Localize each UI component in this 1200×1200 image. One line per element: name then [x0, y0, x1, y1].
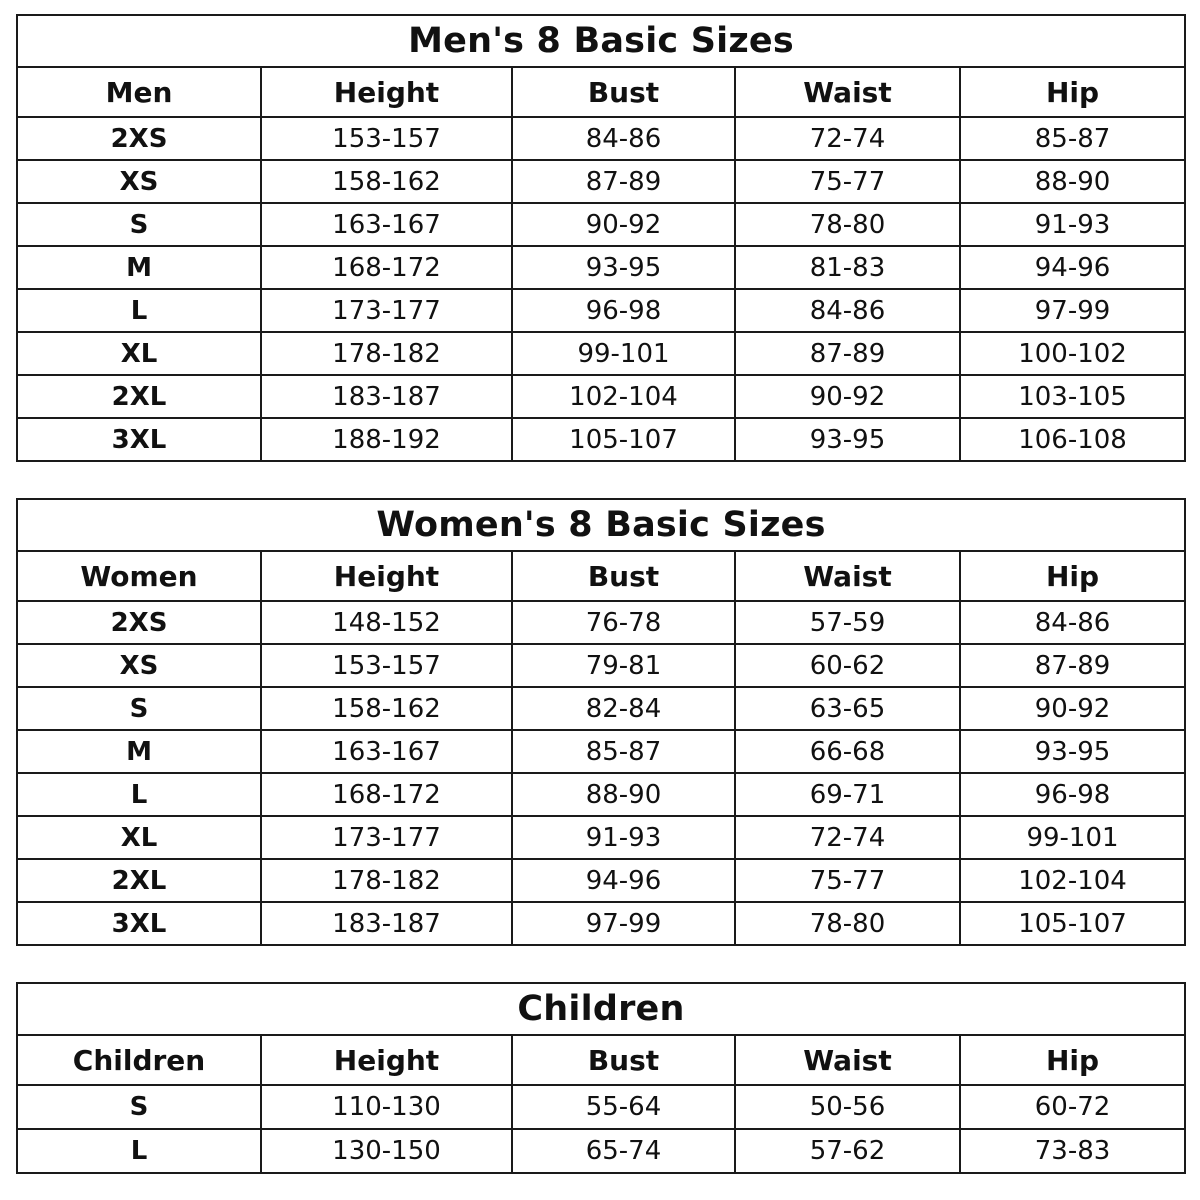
- size-label-cell: L: [17, 1129, 261, 1173]
- measurement-cell: 102-104: [960, 859, 1185, 902]
- measurement-cell: 106-108: [960, 418, 1185, 461]
- size-label-cell: S: [17, 203, 261, 246]
- measurement-cell: 96-98: [960, 773, 1185, 816]
- measurement-cell: 148-152: [261, 601, 512, 644]
- table-title: Women's 8 Basic Sizes: [17, 499, 1185, 551]
- measurement-cell: 66-68: [735, 730, 960, 773]
- measurement-cell: 76-78: [512, 601, 735, 644]
- size-label-cell: 3XL: [17, 902, 261, 945]
- measurement-cell: 87-89: [735, 332, 960, 375]
- column-header: Children: [17, 1035, 261, 1085]
- measurement-cell: 183-187: [261, 902, 512, 945]
- size-label-cell: S: [17, 687, 261, 730]
- womens-size-table: [16, 498, 1186, 946]
- column-header: Height: [261, 551, 512, 601]
- mens-size-table-body: [17, 15, 1185, 461]
- table-row: [17, 601, 1185, 644]
- measurement-cell: 90-92: [735, 375, 960, 418]
- measurement-cell: 173-177: [261, 816, 512, 859]
- measurement-cell: 93-95: [960, 730, 1185, 773]
- measurement-cell: 79-81: [512, 644, 735, 687]
- table-header-row: [17, 1035, 1185, 1085]
- measurement-cell: 75-77: [735, 859, 960, 902]
- size-label-cell: XL: [17, 332, 261, 375]
- table-title: Men's 8 Basic Sizes: [17, 15, 1185, 67]
- measurement-cell: 84-86: [512, 117, 735, 160]
- table-title-row: [17, 499, 1185, 551]
- table-row: [17, 1129, 1185, 1173]
- column-header: Bust: [512, 551, 735, 601]
- measurement-cell: 90-92: [512, 203, 735, 246]
- measurement-cell: 87-89: [960, 644, 1185, 687]
- measurement-cell: 158-162: [261, 687, 512, 730]
- size-label-cell: 2XS: [17, 601, 261, 644]
- measurement-cell: 94-96: [960, 246, 1185, 289]
- measurement-cell: 65-74: [512, 1129, 735, 1173]
- measurement-cell: 84-86: [735, 289, 960, 332]
- measurement-cell: 102-104: [512, 375, 735, 418]
- measurement-cell: 69-71: [735, 773, 960, 816]
- measurement-cell: 63-65: [735, 687, 960, 730]
- measurement-cell: 99-101: [512, 332, 735, 375]
- table-row: [17, 1085, 1185, 1129]
- measurement-cell: 178-182: [261, 859, 512, 902]
- measurement-cell: 93-95: [735, 418, 960, 461]
- table-row: [17, 816, 1185, 859]
- table-row: [17, 773, 1185, 816]
- measurement-cell: 90-92: [960, 687, 1185, 730]
- size-label-cell: M: [17, 246, 261, 289]
- measurement-cell: 84-86: [960, 601, 1185, 644]
- column-header: Waist: [735, 67, 960, 117]
- table-row: [17, 117, 1185, 160]
- measurement-cell: 168-172: [261, 246, 512, 289]
- size-label-cell: L: [17, 289, 261, 332]
- measurement-cell: 72-74: [735, 816, 960, 859]
- column-header: Men: [17, 67, 261, 117]
- table-row: [17, 246, 1185, 289]
- measurement-cell: 188-192: [261, 418, 512, 461]
- size-label-cell: M: [17, 730, 261, 773]
- measurement-cell: 78-80: [735, 203, 960, 246]
- measurement-cell: 110-130: [261, 1085, 512, 1129]
- measurement-cell: 57-62: [735, 1129, 960, 1173]
- womens-size-table-body: [17, 499, 1185, 945]
- size-label-cell: S: [17, 1085, 261, 1129]
- measurement-cell: 57-59: [735, 601, 960, 644]
- table-row: [17, 418, 1185, 461]
- measurement-cell: 85-87: [960, 117, 1185, 160]
- column-header: Waist: [735, 1035, 960, 1085]
- column-header: Hip: [960, 67, 1185, 117]
- measurement-cell: 91-93: [512, 816, 735, 859]
- measurement-cell: 73-83: [960, 1129, 1185, 1173]
- column-header: Bust: [512, 67, 735, 117]
- table-header-row: [17, 551, 1185, 601]
- size-label-cell: 2XL: [17, 375, 261, 418]
- measurement-cell: 96-98: [512, 289, 735, 332]
- measurement-cell: 75-77: [735, 160, 960, 203]
- table-title-row: [17, 983, 1185, 1035]
- size-label-cell: XS: [17, 160, 261, 203]
- table-title: Children: [17, 983, 1185, 1035]
- measurement-cell: 82-84: [512, 687, 735, 730]
- size-label-cell: XS: [17, 644, 261, 687]
- table-row: [17, 902, 1185, 945]
- table-row: [17, 160, 1185, 203]
- table-row: [17, 203, 1185, 246]
- measurement-cell: 130-150: [261, 1129, 512, 1173]
- measurement-cell: 153-157: [261, 117, 512, 160]
- measurement-cell: 72-74: [735, 117, 960, 160]
- size-label-cell: 3XL: [17, 418, 261, 461]
- childrens-size-table-body: [17, 983, 1185, 1173]
- size-label-cell: 2XS: [17, 117, 261, 160]
- measurement-cell: 178-182: [261, 332, 512, 375]
- column-header: Height: [261, 67, 512, 117]
- measurement-cell: 91-93: [960, 203, 1185, 246]
- table-title-row: [17, 15, 1185, 67]
- size-label-cell: 2XL: [17, 859, 261, 902]
- column-header: Waist: [735, 551, 960, 601]
- table-row: [17, 332, 1185, 375]
- column-header: Hip: [960, 551, 1185, 601]
- measurement-cell: 87-89: [512, 160, 735, 203]
- column-header: Women: [17, 551, 261, 601]
- table-row: [17, 644, 1185, 687]
- measurement-cell: 168-172: [261, 773, 512, 816]
- measurement-cell: 99-101: [960, 816, 1185, 859]
- table-row: [17, 730, 1185, 773]
- measurement-cell: 85-87: [512, 730, 735, 773]
- size-label-cell: XL: [17, 816, 261, 859]
- measurement-cell: 103-105: [960, 375, 1185, 418]
- measurement-cell: 60-72: [960, 1085, 1185, 1129]
- measurement-cell: 60-62: [735, 644, 960, 687]
- measurement-cell: 81-83: [735, 246, 960, 289]
- measurement-cell: 78-80: [735, 902, 960, 945]
- mens-size-table: [16, 14, 1186, 462]
- childrens-size-table: [16, 982, 1186, 1174]
- measurement-cell: 100-102: [960, 332, 1185, 375]
- size-label-cell: L: [17, 773, 261, 816]
- column-header: Height: [261, 1035, 512, 1085]
- measurement-cell: 163-167: [261, 203, 512, 246]
- measurement-cell: 173-177: [261, 289, 512, 332]
- table-row: [17, 859, 1185, 902]
- measurement-cell: 105-107: [960, 902, 1185, 945]
- measurement-cell: 55-64: [512, 1085, 735, 1129]
- measurement-cell: 94-96: [512, 859, 735, 902]
- measurement-cell: 163-167: [261, 730, 512, 773]
- measurement-cell: 88-90: [512, 773, 735, 816]
- table-row: [17, 687, 1185, 730]
- measurement-cell: 105-107: [512, 418, 735, 461]
- measurement-cell: 97-99: [512, 902, 735, 945]
- measurement-cell: 97-99: [960, 289, 1185, 332]
- measurement-cell: 158-162: [261, 160, 512, 203]
- measurement-cell: 153-157: [261, 644, 512, 687]
- measurement-cell: 183-187: [261, 375, 512, 418]
- measurement-cell: 93-95: [512, 246, 735, 289]
- table-row: [17, 289, 1185, 332]
- column-header: Hip: [960, 1035, 1185, 1085]
- measurement-cell: 50-56: [735, 1085, 960, 1129]
- measurement-cell: 88-90: [960, 160, 1185, 203]
- column-header: Bust: [512, 1035, 735, 1085]
- table-row: [17, 375, 1185, 418]
- table-header-row: [17, 67, 1185, 117]
